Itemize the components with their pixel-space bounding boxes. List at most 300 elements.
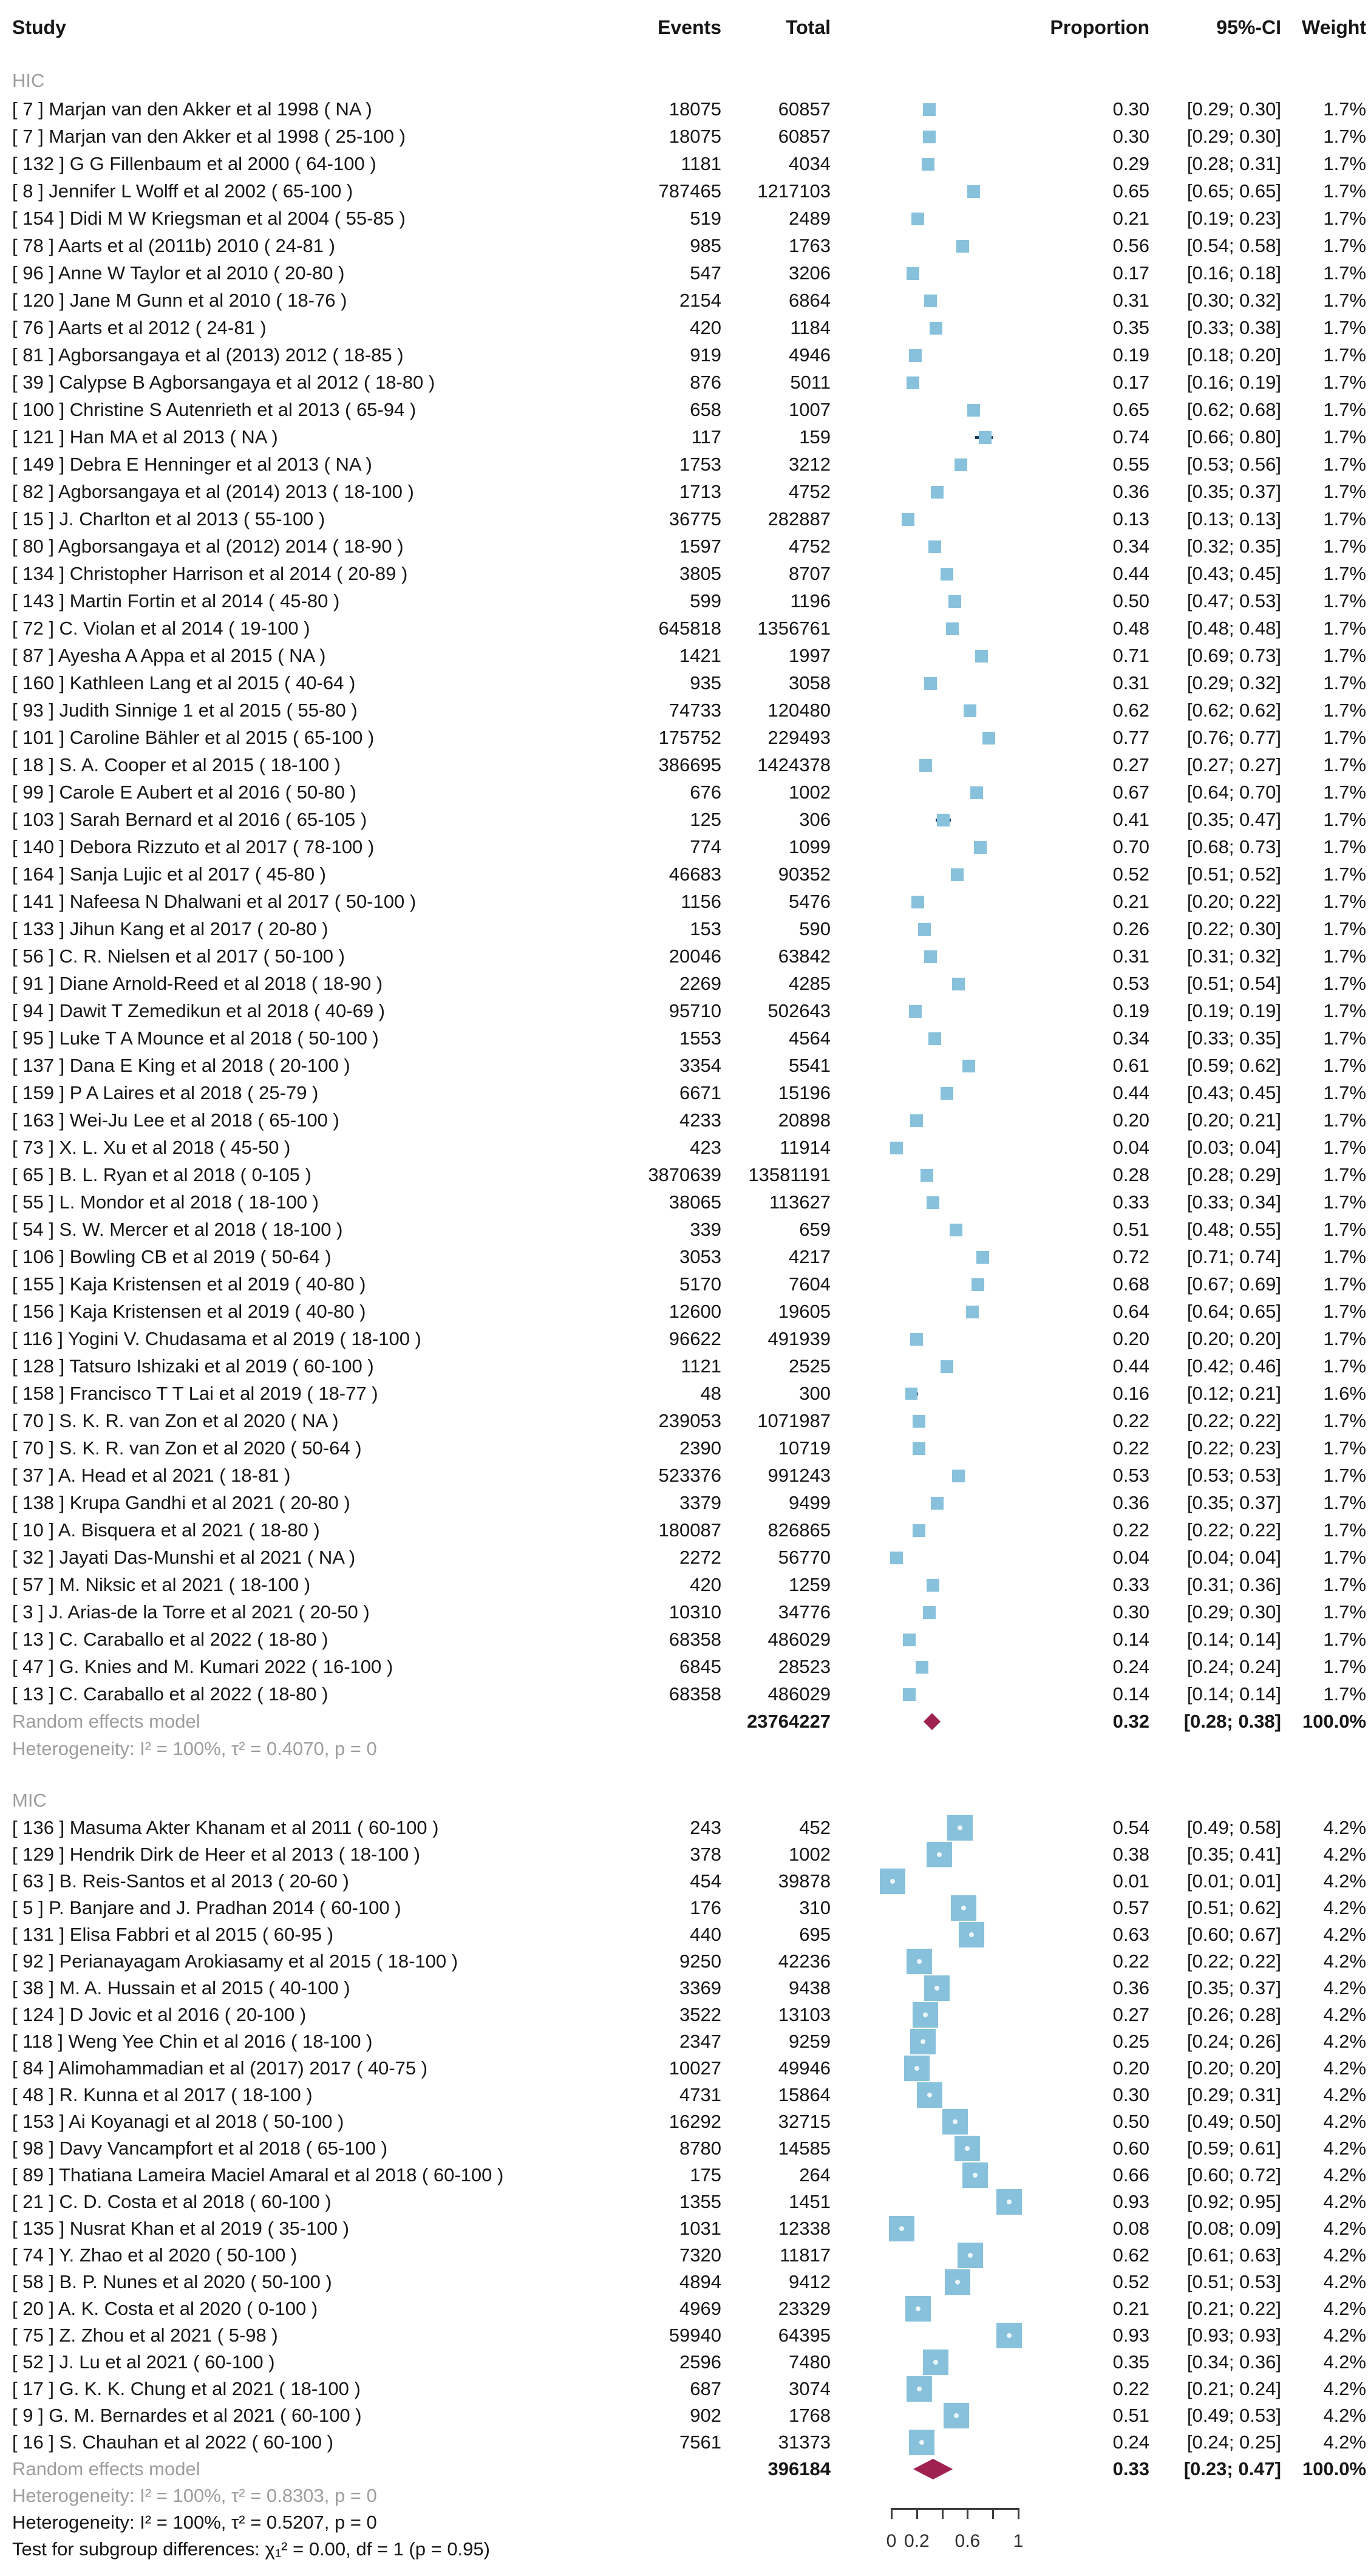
events-value: 3354 [679, 1055, 721, 1076]
ci-value: [0.69; 0.73] [1186, 645, 1281, 666]
events-value: 902 [690, 2405, 721, 2426]
weight-value: 1.7% [1323, 153, 1366, 174]
events-value: 676 [690, 782, 721, 803]
study-row [0, 1107, 1368, 1134]
total-value: 9259 [789, 2031, 831, 2052]
ci-value: [0.04; 0.04] [1186, 1547, 1281, 1568]
proportion-value: 0.34 [1112, 536, 1149, 557]
weight-value: 1.7% [1323, 1137, 1366, 1158]
square-center-mark [961, 1906, 966, 1910]
square-center-mark [965, 2146, 970, 2151]
events-value: 1031 [679, 2218, 721, 2239]
study-label: [ 163 ] Wei-Ju Lee et al 2018 ( 65-100 ) [12, 1109, 339, 1131]
proportion-square [982, 732, 995, 745]
proportion-square [967, 404, 980, 417]
study-row [0, 2108, 1368, 2135]
study-label: [ 138 ] Krupa Gandhi et al 2021 ( 20-80 ) [12, 1492, 350, 1513]
proportion-value: 0.44 [1112, 563, 1149, 584]
ci-value: [0.14; 0.14] [1186, 1683, 1281, 1705]
weight-value: 1.7% [1323, 1437, 1366, 1459]
events-value: 1553 [679, 1027, 721, 1049]
proportion-value: 0.17 [1112, 262, 1149, 284]
study-label: [ 8 ] Jennifer L Wolff et al 2002 ( 65-100 ) [12, 180, 353, 202]
weight-value: 1.7% [1323, 372, 1366, 393]
ci-value: [0.14; 0.14] [1186, 1629, 1281, 1650]
proportion-square [944, 2403, 969, 2428]
study-label: [ 21 ] C. D. Costa et al 2018 ( 60-100 ) [12, 2191, 332, 2212]
total-value: 695 [799, 1924, 831, 1945]
study-label: [ 89 ] Thatiana Lameira Maciel Amaral et al 2018 ( 60-100 ) [12, 2164, 504, 2186]
proportion-square [996, 2189, 1022, 2215]
events-value: 46683 [669, 864, 721, 885]
proportion-value: 0.60 [1112, 2138, 1149, 2159]
events-value: 935 [690, 672, 721, 693]
study-label: [ 37 ] A. Head et al 2021 ( 18-81 ) [12, 1465, 291, 1486]
weight-value: 4.2% [1323, 1924, 1366, 1945]
study-row [0, 806, 1368, 833]
proportion-square [909, 349, 922, 362]
ci-value: [0.49; 0.50] [1186, 2111, 1281, 2132]
weight-value: 4.2% [1323, 2325, 1366, 2346]
total-value: 7604 [789, 1273, 831, 1295]
total-value: 282887 [767, 508, 831, 530]
ci-value: [0.20; 0.21] [1186, 1109, 1281, 1131]
proportion-square [941, 1360, 953, 1373]
events-value: 59940 [669, 2325, 721, 2346]
ci-value: [0.54; 0.58] [1186, 235, 1281, 256]
proportion-value: 0.24 [1112, 2431, 1149, 2453]
square-center-mark [899, 2226, 904, 2231]
study-row [0, 1189, 1368, 1216]
events-value: 3805 [679, 563, 721, 584]
weight-value: 1.7% [1323, 727, 1366, 748]
events-value: 68358 [669, 1629, 721, 1650]
study-label: [ 80 ] Agborsangaya et al (2012) 2014 ( 18-90 ) [12, 536, 404, 557]
ci-value: [0.65; 0.65] [1186, 180, 1281, 202]
group-label-row [0, 1787, 1368, 1814]
ci-value: [0.35; 0.47] [1186, 809, 1281, 830]
axis-tick [967, 2508, 968, 2519]
study-row [0, 205, 1368, 232]
proportion-value: 0.68 [1112, 1273, 1149, 1295]
study-row [0, 2429, 1368, 2456]
proportion-square [890, 1142, 903, 1154]
ci-value: [0.33; 0.35] [1186, 1027, 1281, 1049]
total-value: 486029 [767, 1683, 831, 1705]
study-label: [ 32 ] Jayati Das-Munshi et al 2021 ( NA ) [12, 1547, 356, 1568]
study-row [0, 479, 1368, 505]
total-value: 4752 [789, 481, 831, 502]
total-value: 4034 [789, 153, 831, 174]
total-value: 590 [799, 918, 831, 939]
study-label: [ 17 ] G. K. K. Chung et al 2021 ( 18-100 ) [12, 2378, 361, 2399]
weight-value: 1.7% [1323, 1164, 1366, 1185]
proportion-square [930, 322, 942, 335]
total-value: 42236 [778, 1951, 831, 1972]
total-value: 1356761 [757, 618, 831, 639]
study-label: [ 73 ] X. L. Xu et al 2018 ( 45-50 ) [12, 1137, 291, 1158]
total-value: 13581191 [748, 1164, 831, 1185]
proportion-square [880, 1869, 905, 1894]
ci-value: [0.22; 0.30] [1186, 918, 1281, 939]
study-label: [ 7 ] Marjan van den Akker et al 1998 ( 25-100 ) [12, 126, 406, 147]
proportion-value: 0.44 [1112, 1355, 1149, 1377]
ci-value: [0.20; 0.22] [1186, 891, 1281, 912]
study-label: [ 47 ] G. Knies and M. Kumari 2022 ( 16-100 ) [12, 1656, 393, 1677]
study-label: [ 159 ] P A Laires et al 2018 ( 25-79 ) [12, 1082, 319, 1103]
square-center-mark [923, 2012, 928, 2017]
proportion-value: 0.04 [1112, 1547, 1149, 1568]
ci-value: [0.20; 0.20] [1186, 1328, 1281, 1349]
study-row [0, 1626, 1368, 1653]
ci-value: [0.32; 0.35] [1186, 536, 1281, 557]
weight-value: 1.7% [1323, 1601, 1366, 1623]
axis-tick-label: 0.2 [903, 2531, 930, 2551]
proportion-square [923, 1606, 936, 1619]
study-row [0, 1841, 1368, 1868]
proportion-value: 0.28 [1112, 1164, 1149, 1185]
proportion-value: 0.50 [1112, 2111, 1149, 2132]
study-label: [ 13 ] C. Caraballo et al 2022 ( 18-80 ) [12, 1683, 328, 1705]
total-value: 486029 [767, 1629, 831, 1650]
proportion-square [907, 267, 919, 280]
study-row [0, 2376, 1368, 2402]
events-value: 2269 [679, 973, 721, 994]
ci-value: [0.22; 0.22] [1186, 1410, 1281, 1431]
study-label: [ 155 ] Kaja Kristensen et al 2019 ( 40-80 ) [12, 1273, 366, 1295]
study-label: [ 153 ] Ai Koyanagi et al 2018 ( 50-100 ) [12, 2111, 344, 2132]
ci-value: [0.60; 0.72] [1186, 2164, 1281, 2186]
ci-value: [0.67; 0.69] [1186, 1273, 1281, 1295]
proportion-value: 0.04 [1112, 1137, 1149, 1158]
summary-total: 396184 [767, 2458, 831, 2479]
ci-value: [0.43; 0.45] [1186, 563, 1281, 584]
proportion-square [951, 1895, 976, 1921]
proportion-value: 0.67 [1112, 782, 1149, 803]
study-row [0, 1654, 1368, 1680]
total-value: 3074 [789, 2378, 831, 2399]
weight-value: 1.7% [1323, 618, 1366, 639]
proportion-square [950, 1224, 962, 1236]
events-value: 1597 [679, 536, 721, 557]
study-row [0, 342, 1368, 369]
ci-value: [0.01; 0.01] [1186, 1870, 1281, 1892]
study-row [0, 533, 1368, 560]
study-row [0, 123, 1368, 150]
events-value: 420 [690, 317, 721, 338]
total-value: 34776 [778, 1601, 831, 1623]
study-row [0, 1380, 1368, 1407]
study-row [0, 1868, 1368, 1895]
study-row [0, 1517, 1368, 1544]
ci-value: [0.51; 0.54] [1186, 973, 1281, 994]
study-row [0, 916, 1368, 942]
weight-value: 1.7% [1323, 645, 1366, 666]
total-value: 310 [799, 1897, 831, 1918]
proportion-value: 0.93 [1112, 2191, 1149, 2212]
total-value: 14585 [778, 2138, 831, 2159]
proportion-value: 0.31 [1112, 946, 1149, 967]
study-row [0, 1948, 1368, 1975]
events-value: 547 [690, 262, 721, 284]
proportion-square [909, 1005, 922, 1018]
weight-value: 1.7% [1323, 290, 1366, 311]
study-label: [ 96 ] Anne W Taylor et al 2010 ( 20-80 ) [12, 262, 345, 284]
total-value: 32715 [778, 2111, 831, 2132]
study-row [0, 1162, 1368, 1188]
total-value: 1259 [789, 1574, 831, 1595]
proportion-square [910, 1333, 923, 1346]
proportion-value: 0.54 [1112, 1817, 1149, 1838]
proportion-square [931, 1497, 944, 1510]
weight-value: 4.2% [1323, 2271, 1366, 2292]
events-value: 985 [690, 235, 721, 256]
study-label: [ 39 ] Calypse B Agborsangaya et al 2012 ( 18-80 ) [12, 372, 435, 393]
weight-value: 1.7% [1323, 399, 1366, 420]
proportion-value: 0.30 [1112, 1601, 1149, 1623]
proportion-square [958, 2243, 983, 2268]
proportion-square [951, 868, 964, 881]
study-label: [ 164 ] Sanja Lujic et al 2017 ( 45-80 ) [12, 864, 326, 885]
study-label: [ 137 ] Dana E King et al 2018 ( 20-100 ) [12, 1055, 350, 1076]
proportion-square [921, 1169, 933, 1182]
ci-value: [0.61; 0.63] [1186, 2244, 1281, 2266]
proportion-square [927, 1196, 939, 1209]
ci-value: [0.29; 0.32] [1186, 672, 1281, 693]
events-value: 96622 [669, 1328, 721, 1349]
weight-value: 1.7% [1323, 1328, 1366, 1349]
weight-value: 1.7% [1323, 809, 1366, 830]
study-row [0, 2162, 1368, 2189]
study-row [0, 397, 1368, 423]
ci-value: [0.27; 0.27] [1186, 754, 1281, 775]
weight-value: 1.7% [1323, 180, 1366, 202]
ci-value: [0.22; 0.22] [1186, 1519, 1281, 1541]
study-label: [ 5 ] P. Banjare and J. Pradhan 2014 ( 60-100 ) [12, 1897, 401, 1918]
weight-value: 1.7% [1323, 1547, 1366, 1568]
proportion-value: 0.30 [1112, 126, 1149, 147]
study-label: [ 128 ] Tatsuro Ishizaki et al 2019 ( 60-100 ) [12, 1355, 374, 1377]
study-row [0, 2215, 1368, 2242]
events-value: 876 [690, 372, 721, 393]
proportion-value: 0.56 [1112, 235, 1149, 256]
total-value: 23329 [778, 2298, 831, 2319]
total-value: 6864 [789, 290, 831, 311]
ci-value: [0.35; 0.37] [1186, 1977, 1281, 1998]
proportion-value: 0.08 [1112, 2218, 1149, 2239]
events-value: 3379 [679, 1492, 721, 1513]
proportion-value: 0.93 [1112, 2325, 1149, 2346]
ci-value: [0.19; 0.23] [1186, 208, 1281, 229]
proportion-square [913, 1524, 925, 1537]
events-value: 519 [690, 208, 721, 229]
study-row [0, 1975, 1368, 2002]
square-center-mark [927, 2093, 932, 2097]
weight-value: 1.7% [1323, 1000, 1366, 1021]
ci-value: [0.20; 0.20] [1186, 2057, 1281, 2079]
total-value: 20898 [778, 1109, 831, 1131]
proportion-square [967, 185, 980, 198]
square-center-mark [973, 2173, 978, 2178]
total-value: 7480 [789, 2351, 831, 2373]
proportion-square [927, 1579, 939, 1592]
weight-value: 1.7% [1323, 1055, 1366, 1076]
weight-value: 1.7% [1323, 481, 1366, 502]
summary-label: Random effects model [12, 1711, 200, 1732]
total-value: 1002 [789, 1844, 831, 1865]
square-center-mark [916, 2306, 921, 2311]
study-row [0, 1298, 1368, 1325]
group-label-row [0, 67, 1368, 94]
study-row [0, 2055, 1368, 2082]
proportion-square [927, 1842, 952, 1867]
ci-value: [0.16; 0.19] [1186, 372, 1281, 393]
summary-proportion: 0.32 [1112, 1711, 1149, 1732]
proportion-value: 0.30 [1112, 2084, 1149, 2105]
ci-value: [0.33; 0.34] [1186, 1191, 1281, 1213]
study-row [0, 1408, 1368, 1434]
total-value: 39878 [778, 1870, 831, 1892]
proportion-square [924, 677, 937, 690]
events-value: 1713 [679, 481, 721, 502]
square-center-mark [969, 1932, 974, 1937]
study-label: [ 57 ] M. Niksic et al 2021 ( 18-100 ) [12, 1574, 311, 1595]
total-value: 28523 [778, 1656, 831, 1677]
study-row [0, 1544, 1368, 1571]
study-label: [ 78 ] Aarts et al (2011b) 2010 ( 24-81 ) [12, 235, 335, 256]
study-label: [ 136 ] Masuma Akter Khanam et al 2011 ( 60-100 ) [12, 1817, 439, 1838]
ci-value: [0.16; 0.18] [1186, 262, 1281, 284]
proportion-value: 0.62 [1112, 2244, 1149, 2266]
events-value: 68358 [669, 1683, 721, 1705]
proportion-square [937, 814, 950, 826]
overall-heterogeneity-text: Heterogeneity: I² = 100%, τ² = 0.5207, p = 0 [12, 2512, 377, 2533]
study-label: [ 134 ] Christopher Harrison et al 2014 ( 20-89 ) [12, 563, 408, 584]
study-label: [ 160 ] Kathleen Lang et al 2015 ( 40-64 ) [12, 672, 356, 693]
proportion-square [975, 650, 988, 663]
ci-value: [0.29; 0.31] [1186, 2084, 1281, 2105]
total-value: 90352 [778, 864, 831, 885]
events-value: 175752 [658, 727, 721, 748]
study-row [0, 670, 1368, 697]
events-value: 3870639 [648, 1164, 721, 1185]
events-value: 9250 [679, 1951, 721, 1972]
weight-value: 1.7% [1323, 536, 1366, 557]
proportion-square [910, 2029, 936, 2054]
column-header-weight: Weight [1301, 16, 1366, 38]
study-row [0, 1326, 1368, 1352]
proportion-value: 0.51 [1112, 2405, 1149, 2426]
proportion-square [913, 2002, 938, 2028]
total-value: 452 [799, 1817, 831, 1838]
total-value: 1007 [789, 399, 831, 420]
axis-tick [1018, 2508, 1019, 2519]
events-value: 3053 [679, 1246, 721, 1267]
study-label: [ 81 ] Agborsangaya et al (2013) 2012 ( 18-85 ) [12, 344, 404, 366]
proportion-square [955, 2136, 980, 2161]
study-row [0, 642, 1368, 669]
ci-value: [0.21; 0.24] [1186, 2378, 1281, 2399]
study-label: [ 124 ] D Jovic et al 2016 ( 20-100 ) [12, 2004, 307, 2025]
study-row [0, 287, 1368, 314]
weight-value: 4.2% [1323, 2111, 1366, 2132]
ci-value: [0.22; 0.23] [1186, 1437, 1281, 1459]
proportion-square [913, 1442, 925, 1455]
total-value: 4752 [789, 536, 831, 557]
proportion-value: 0.24 [1112, 1656, 1149, 1677]
square-center-mark [914, 2066, 919, 2071]
events-value: 420 [690, 1574, 721, 1595]
study-row [0, 1134, 1368, 1161]
study-label: [ 103 ] Sarah Bernard et al 2016 ( 65-105 ) [12, 809, 367, 830]
ci-value: [0.33; 0.38] [1186, 317, 1281, 338]
study-label: [ 118 ] Weng Yee Chin et al 2016 ( 18-100 ) [12, 2031, 373, 2052]
subgroup-test-row [0, 2536, 1368, 2563]
column-header-proportion: Proportion [1050, 16, 1149, 38]
total-value: 3212 [789, 454, 831, 475]
weight-value: 1.7% [1323, 126, 1366, 147]
weight-value: 1.7% [1323, 754, 1366, 775]
proportion-square [964, 704, 976, 717]
weight-value: 1.7% [1323, 918, 1366, 939]
events-value: 1121 [681, 1355, 721, 1377]
total-value: 120480 [767, 700, 831, 721]
proportion-value: 0.21 [1112, 208, 1149, 229]
proportion-value: 0.52 [1112, 864, 1149, 885]
weight-value: 1.7% [1323, 946, 1366, 967]
study-label: [ 91 ] Diane Arnold-Reed et al 2018 ( 18-90 ) [12, 973, 383, 994]
events-value: 117 [691, 426, 721, 448]
events-value: 5170 [679, 1273, 721, 1295]
study-row [0, 2269, 1368, 2295]
ci-value: [0.49; 0.58] [1186, 1817, 1281, 1838]
proportion-square [966, 1306, 979, 1318]
total-value: 11817 [780, 2244, 831, 2266]
ci-value: [0.18; 0.20] [1186, 344, 1281, 366]
weight-value: 1.7% [1323, 344, 1366, 366]
ci-value: [0.53; 0.56] [1186, 454, 1281, 475]
total-value: 13103 [778, 2004, 831, 2025]
proportion-square [903, 1634, 916, 1646]
study-label: [ 72 ] C. Violan et al 2014 ( 19-100 ) [12, 618, 310, 639]
ci-value: [0.60; 0.67] [1186, 1924, 1281, 1945]
study-row [0, 178, 1368, 205]
ci-value: [0.42; 0.46] [1186, 1355, 1281, 1377]
weight-value: 4.2% [1323, 2378, 1366, 2399]
ci-value: [0.51; 0.53] [1186, 2271, 1281, 2292]
weight-value: 1.7% [1323, 1273, 1366, 1295]
proportion-value: 0.50 [1112, 590, 1149, 612]
weight-value: 4.2% [1323, 2164, 1366, 2186]
study-label: [ 106 ] Bowling CB et al 2019 ( 50-64 ) [12, 1246, 332, 1267]
events-value: 378 [690, 1844, 721, 1865]
weight-value: 4.2% [1323, 2191, 1366, 2212]
square-center-mark [934, 1986, 939, 1991]
proportion-square [909, 2430, 934, 2455]
weight-value: 4.2% [1323, 2218, 1366, 2239]
proportion-value: 0.66 [1112, 2164, 1149, 2186]
ci-value: [0.30; 0.32] [1186, 290, 1281, 311]
ci-value: [0.21; 0.22] [1186, 2298, 1281, 2319]
proportion-value: 0.71 [1112, 645, 1149, 666]
total-value: 1768 [789, 2405, 831, 2426]
weight-value: 1.7% [1323, 1109, 1366, 1131]
study-label: [ 55 ] L. Mondor et al 2018 ( 18-100 ) [12, 1191, 319, 1213]
weight-value: 1.7% [1323, 1355, 1366, 1377]
total-value: 8707 [789, 563, 831, 584]
study-label: [ 3 ] J. Arias-de la Torre et al 2021 ( 20-50 ) [12, 1601, 370, 1623]
proportion-value: 0.44 [1112, 1082, 1149, 1103]
